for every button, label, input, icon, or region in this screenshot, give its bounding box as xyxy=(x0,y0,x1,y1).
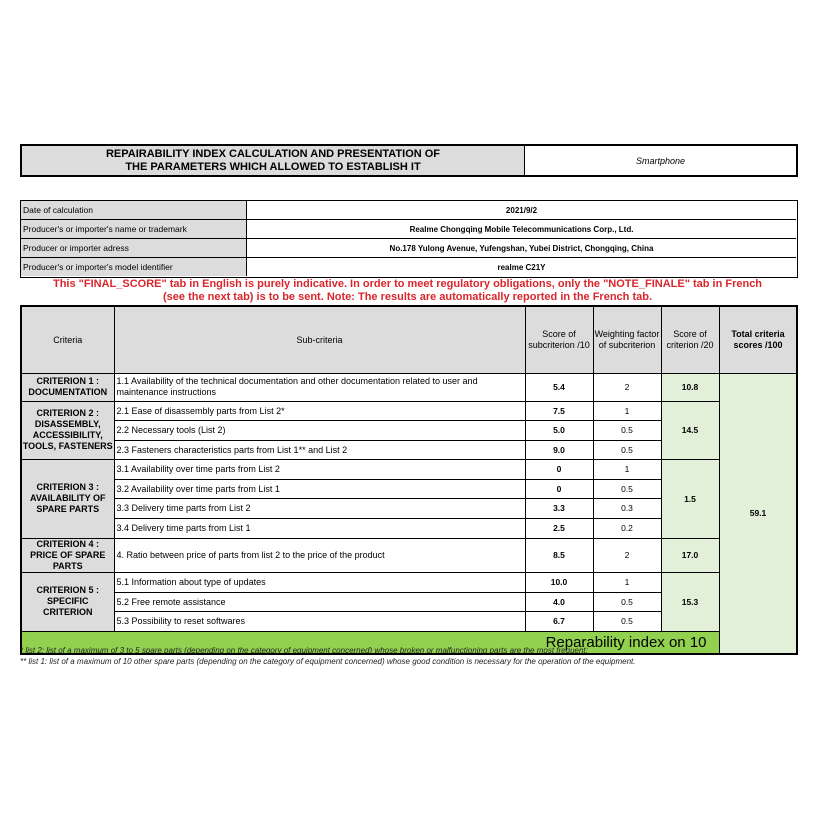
subcriterion-2-3-weight: 0.5 xyxy=(593,440,661,459)
info-label-date: Date of calculation xyxy=(21,201,247,220)
info-value-date: 2021/9/2 xyxy=(247,201,796,220)
subcriterion-3-1: 3.1 Availability over time parts from List 2 xyxy=(114,459,525,479)
criterion-2-score: 14.5 xyxy=(661,401,719,459)
criteria-table xyxy=(20,305,798,655)
subcriterion-5-2: 5.2 Free remote assistance xyxy=(114,592,525,611)
subcriterion-3-1-weight: 1 xyxy=(593,459,661,479)
header-subcriteria: Sub-criteria xyxy=(114,306,525,373)
subcriterion-2-2-weight: 0.5 xyxy=(593,420,661,440)
subcriterion-2-1-score: 7.5 xyxy=(525,401,593,420)
product-category: Smartphone xyxy=(635,155,686,166)
notice xyxy=(0,278,815,306)
subcriterion-3-1-score: 0 xyxy=(525,459,593,479)
page-title-line1: REPAIRABILITY INDEX CALCULATION AND PRESENTATION OF xyxy=(105,147,441,160)
info-value-model: realme C21Y xyxy=(497,262,546,272)
subcriterion-3-3: 3.3 Delivery time parts from List 2 xyxy=(114,498,525,518)
title-block xyxy=(20,144,798,177)
subcriterion-4: 4. Ratio between price of parts from list 2 to the price of the product xyxy=(114,538,525,572)
subcriterion-1-1-score: 5.4 xyxy=(525,373,593,401)
criterion-1-name: CRITERION 1 : DOCUMENTATION xyxy=(21,373,114,401)
footnote-list2: * list 2: list of a maximum of 3 to 5 spare parts (depending on the category of equipment concerned) whose broken or malfunctioning parts are the most frequent; xyxy=(20,646,588,655)
header-score-subcriterion: Score of subcriterion /10 xyxy=(525,306,593,373)
subcriterion-3-3-weight: 0.3 xyxy=(593,498,661,518)
info-value-name: Realme Chongqing Mobile Telecommunications Corp., Ltd. xyxy=(247,220,796,239)
subcriterion-5-3-weight: 0.5 xyxy=(593,611,661,631)
info-label-name: Producer's or importer's name or trademark xyxy=(21,220,247,239)
criterion-3-name: CRITERION 3 : AVAILABILITY OF SPARE PARTS xyxy=(21,459,114,538)
total-criteria-score: 59.1 xyxy=(719,373,797,654)
subcriterion-2-1: 2.1 Ease of disassembly parts from List 2* xyxy=(114,401,525,420)
criterion-2-name: CRITERION 2 : DISASSEMBLY, ACCESSIBILITY, TOOLS, FASTENERS xyxy=(21,401,114,459)
subcriterion-5-3: 5.3 Possibility to reset softwares xyxy=(114,611,525,631)
subcriterion-5-1-weight: 1 xyxy=(593,572,661,592)
subcriterion-3-4-weight: 0.2 xyxy=(593,518,661,538)
subcriterion-3-4: 3.4 Delivery time parts from List 1 xyxy=(114,518,525,538)
subcriterion-3-2: 3.2 Availability over time parts from List 1 xyxy=(114,479,525,498)
criterion-4-name: CRITERION 4 : PRICE OF SPARE PARTS xyxy=(21,538,114,572)
reparability-index-label: Reparability index on 10 xyxy=(21,631,719,654)
header-score-criterion: Score of criterion /20 xyxy=(661,306,719,373)
subcriterion-4-weight: 2 xyxy=(593,538,661,572)
info-label-model: Producer's or importer's model identifier xyxy=(21,258,247,276)
subcriterion-5-2-score: 4.0 xyxy=(525,592,593,611)
criterion-4-score: 17.0 xyxy=(661,538,719,572)
subcriterion-2-3: 2.3 Fasteners characteristics parts from List 1** and List 2 xyxy=(114,440,525,459)
subcriterion-5-2-weight: 0.5 xyxy=(593,592,661,611)
criterion-5-score: 15.3 xyxy=(661,572,719,631)
criterion-5-name: CRITERION 5 : SPECIFIC CRITERION xyxy=(21,572,114,631)
subcriterion-2-1-weight: 1 xyxy=(593,401,661,420)
footnotes xyxy=(20,646,810,667)
subcriterion-1-1-weight: 2 xyxy=(593,373,661,401)
criterion-1-score: 10.8 xyxy=(661,373,719,401)
info-label-address: Producer or importer adress xyxy=(21,239,247,258)
criterion-3-score: 1.5 xyxy=(661,459,719,538)
subcriterion-5-3-score: 6.7 xyxy=(525,611,593,631)
subcriterion-4-score: 8.5 xyxy=(525,538,593,572)
subcriterion-5-1: 5.1 Information about type of updates xyxy=(114,572,525,592)
header-weighting: Weighting factor of subcriterion xyxy=(593,306,661,373)
info-table xyxy=(20,200,798,278)
header-total: Total criteria scores /100 xyxy=(719,306,797,373)
info-value-address: No.178 Yulong Avenue, Yufengshan, Yubei District, Chongqing, China xyxy=(247,239,796,258)
notice-line2: (see the next tab) is to be sent. Note: The results are automatically reported in the French tab. xyxy=(163,291,652,303)
subcriterion-2-2-score: 5.0 xyxy=(525,420,593,440)
subcriterion-2-2: 2.2 Necessary tools (List 2) xyxy=(114,420,525,440)
subcriterion-2-3-score: 9.0 xyxy=(525,440,593,459)
subcriterion-3-2-weight: 0.5 xyxy=(593,479,661,498)
notice-line1: This "FINAL_SCORE" tab in English is purely indicative. In order to meet regulatory obligations, only the "NOTE_FINALE" tab in French xyxy=(52,278,763,290)
subcriterion-3-2-score: 0 xyxy=(525,479,593,498)
page-title-line2: THE PARAMETERS WHICH ALLOWED TO ESTABLISH IT xyxy=(125,160,421,173)
footnote-list1: ** list 1: list of a maximum of 10 other spare parts (depending on the category of equipment concerned) whose good condition is necessary for the operation of the equipment. xyxy=(20,656,636,666)
page-title xyxy=(22,146,525,175)
subcriterion-5-1-score: 10.0 xyxy=(525,572,593,592)
subcriterion-3-4-score: 2.5 xyxy=(525,518,593,538)
subcriterion-3-3-score: 3.3 xyxy=(525,498,593,518)
header-criteria: Criteria xyxy=(21,306,114,373)
subcriterion-1-1: 1.1 Availability of the technical documentation and other documentation related to user and maintenance instructions xyxy=(114,373,525,401)
